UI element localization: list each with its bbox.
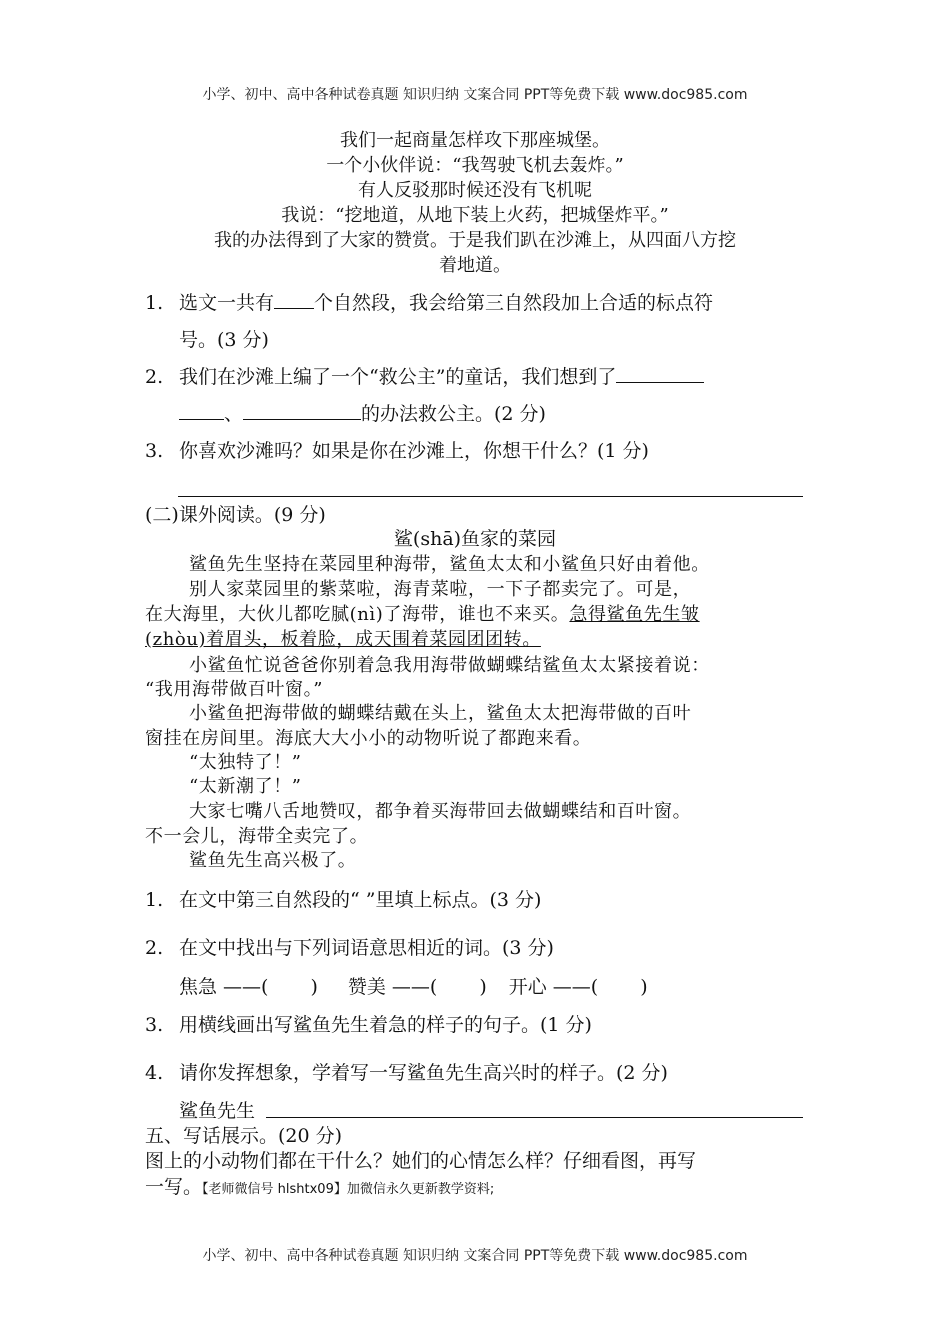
answer-blank[interactable] xyxy=(243,401,361,420)
question-number: 2. xyxy=(145,366,164,388)
story-paragraph: 小鲨鱼忙说爸爸你别着急我用海带做蝴蝶结鲨鱼太太紧接着说： xyxy=(189,655,710,676)
answer-blank[interactable] xyxy=(274,290,314,309)
answer-line[interactable] xyxy=(178,496,803,497)
story-paragraph: “太独特了！” xyxy=(189,752,302,773)
poem-line: 有人反驳那时候还没有飞机呢 xyxy=(358,180,592,201)
page-footer: 小学、初中、高中各种试卷真题 知识归纳 文案合同 PPT等免费下载 www.doc985.com xyxy=(202,1248,748,1264)
poem-line: 我们一起商量怎样攻下那座城堡。 xyxy=(340,130,610,151)
synonym-row: 焦急 ——( ) 赞美 ——( ) 开心 ——( ) xyxy=(179,976,648,998)
story-title: 鲨(shā)鱼家的菜园 xyxy=(393,528,557,550)
story-paragraph: “太新潮了！” xyxy=(189,776,302,797)
question-number: 3. xyxy=(145,1014,164,1036)
question-number: 2. xyxy=(145,937,164,959)
answer-blank[interactable] xyxy=(616,364,704,383)
question-number: 1. xyxy=(145,292,164,314)
story-paragraph: 不一会儿，海带全卖完了。 xyxy=(145,826,369,847)
story-paragraph: “我用海带做百叶窗。” xyxy=(145,679,324,700)
reading-question-3: 3. 用横线画出写鲨鱼先生着急的样子的句子。(1 分) xyxy=(145,1014,592,1036)
writing-prompt: 图上的小动物们都在干什么？她们的心情怎么样？仔细看图，再写 xyxy=(145,1150,697,1172)
answer-lead: 鲨鱼先生 xyxy=(179,1100,256,1122)
story-paragraph: 窗挂在房间里。海底大大小小的动物听说了都跑来看。 xyxy=(145,728,592,749)
answer-line[interactable] xyxy=(266,1117,803,1118)
question-2: 2. 我们在沙滩上编了一个“救公主”的童话，我们想到了 xyxy=(145,362,704,389)
poem-line: 我说：“挖地道，从地下装上火药，把城堡炸平。” xyxy=(281,205,669,226)
answer-blank[interactable] xyxy=(179,401,224,420)
reading-question-4: 4. 请你发挥想象，学着写一写鲨鱼先生高兴时的样子。(2 分) xyxy=(145,1062,668,1084)
reading-question-1: 1. 在文中第三自然段的“ ”里填上标点。(3 分) xyxy=(145,889,542,911)
poem-line: 着地道。 xyxy=(439,255,511,276)
poem-line: 一个小伙伴说：“我驾驶飞机去轰炸。” xyxy=(326,155,624,176)
reading-question-2: 2. 在文中找出与下列词语意思相近的词。(3 分) xyxy=(145,937,554,959)
section-heading: (二)课外阅读。(9 分) xyxy=(145,504,326,526)
question-number: 1. xyxy=(145,889,164,911)
question-2-cont: 、 的办法救公主。(2 分) xyxy=(179,399,546,426)
story-paragraph: 大家七嘴八舌地赞叹，都争着买海带回去做蝴蝶结和百叶窗。 xyxy=(189,801,692,822)
story-paragraph: 别人家菜园里的紫菜啦，海青菜啦，一下子都卖完了。可是， xyxy=(189,579,692,600)
question-number: 3. xyxy=(145,440,164,462)
question-number: 4. xyxy=(145,1062,164,1084)
writing-prompt-cont: 一写。【老师微信号 hlshtx09】加微信永久更新教学资料; xyxy=(145,1176,495,1198)
poem-line: 我的办法得到了大家的赞赏。于是我们趴在沙滩上，从四面八方挖 xyxy=(214,230,736,251)
question-1: 1. 选文一共有 个自然段，我会给第三自然段加上合适的标点符 xyxy=(145,292,714,314)
story-paragraph: 小鲨鱼把海带做的蝴蝶结戴在头上，鲨鱼太太把海带做的百叶 xyxy=(189,703,692,724)
question-3: 3. 你喜欢沙滩吗？如果是你在沙滩上，你想干什么？(1 分) xyxy=(145,440,649,462)
story-paragraph: 在大海里，大伙儿都吃腻(nì)了海带，谁也不来买。急得鲨鱼先生皱 xyxy=(145,604,700,625)
page-header: 小学、初中、高中各种试卷真题 知识归纳 文案合同 PPT等免费下载 www.doc985.com xyxy=(202,87,748,103)
story-paragraph: 鲨鱼先生高兴极了。 xyxy=(189,850,357,871)
question-1-cont: 号。(3 分) xyxy=(179,329,269,351)
teacher-note: 【老师微信号 hlshtx09】加微信永久更新教学资料; xyxy=(202,1182,495,1197)
underlined-sentence: (zhòu)着眉头，板着脸，成天围着菜园团团转。 xyxy=(145,629,541,650)
story-paragraph: 鲨鱼先生坚持在菜园里种海带，鲨鱼太太和小鲨鱼只好由着他。 xyxy=(189,554,710,575)
underlined-sentence: 急得鲨鱼先生皱 xyxy=(569,604,700,625)
section-heading: 五、写话展示。(20 分) xyxy=(145,1125,343,1147)
